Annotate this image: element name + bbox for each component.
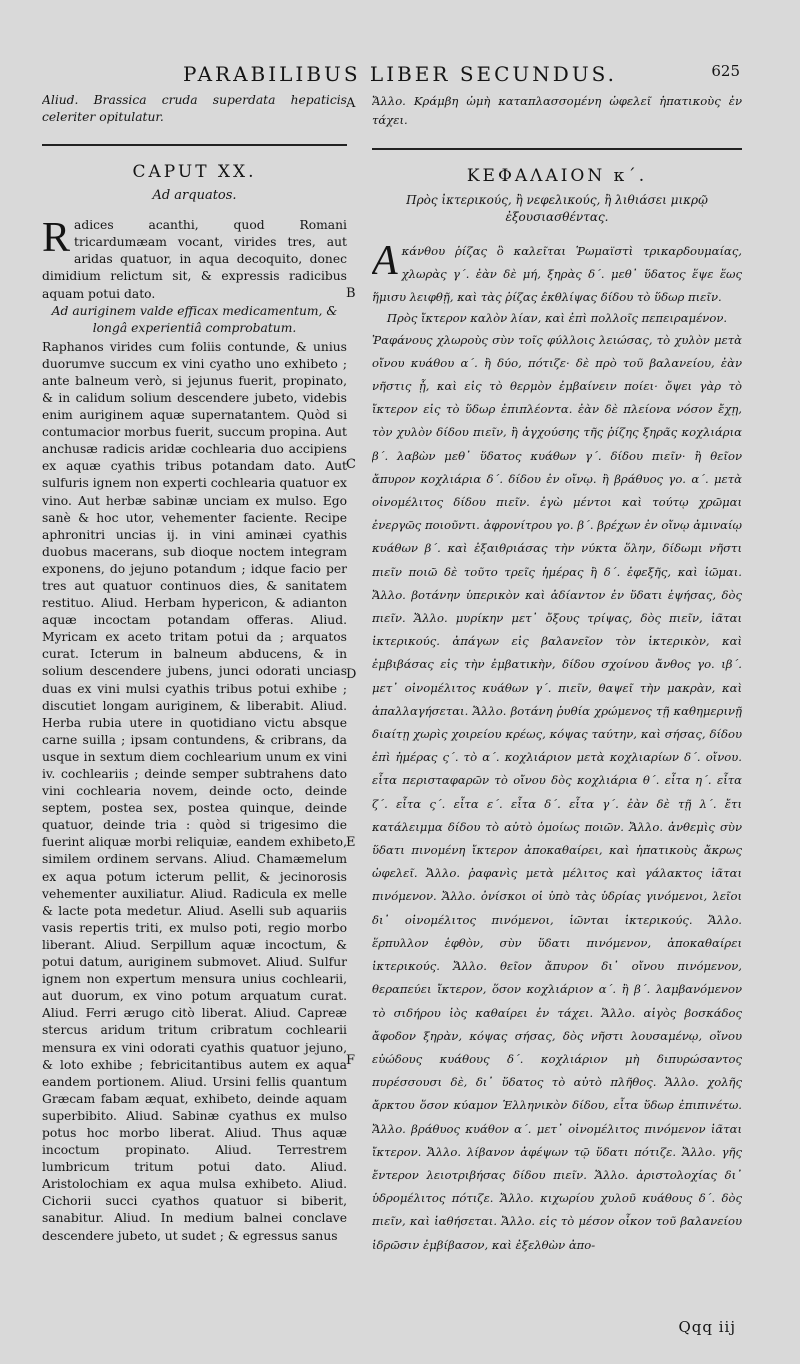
- margin-letter-a: A: [346, 96, 356, 111]
- margin-letter-d: D: [346, 667, 357, 682]
- latin-drop-cap: R: [42, 215, 71, 262]
- greek-chapter-subtitle: Πρὸς ἰκτερικούς, ἢ νεφελικούς, ἢ λιθιάσει μικρῷ ἐξουσιασθέντας.: [406, 193, 708, 224]
- greek-divider: [372, 148, 742, 150]
- latin-section-heading: Ad auriginem valde efficax medicamentum, & longâ experientiâ comprobatum.: [51, 303, 338, 335]
- latin-chapter-subtitle: Ad arquatos.: [152, 188, 237, 204]
- latin-top-paragraph: Aliud. Brassica cruda superdata hepaticis celeriter opitulatur.: [42, 93, 347, 125]
- latin-chapter-heading: CAPUT XX.: [132, 162, 257, 183]
- latin-column: [42, 92, 347, 1245]
- margin-letter-c: C: [346, 457, 356, 472]
- greek-drop-cap: Α: [372, 238, 398, 284]
- greek-paragraph-2: Ῥαφάνους χλωροὺς σὺν τοῖς φύλλοις λειώσας, τὸ χυλὸν μετὰ οἴνου κυάθου α΄. ἢ δύο, πότιζε· δὲ πρὸ τοῦ βαλανείου, ἐὰν νῆστις ᾖ, καὶ εἰς τὸ θερμὸν ἐμβαίνειν ποίει· ὄψει γὰρ τὸ ἴκτερον εἰς τὸ ὕδωρ ἐπιπλέοντα. ἐὰν δὲ πλείονα νόσον ἔχῃ, τὸν χυλὸν δίδου πιεῖν, ἢ ἀγχούσης τῆς ῥίζης ξηρᾶς κοχλιάρια β΄. λαβὼν μεθ᾽ ὕδατος κυάθων γ΄. δίδου πιεῖν· ἢ θεῖον ἄπυρον κοχλιάρια δ΄. δίδου ἐν οἴνῳ. ἢ βράθυος γο. α΄. μετὰ οἰνομέλιτος δίδου πιεῖν. ἐγὼ μέντοι καὶ τούτῳ χρῶμαι ἐνεργῶς ποιοῦντι. ἀφρονίτρου γο. β΄. βρέχων ἐν οἴνῳ ἀμιναίῳ κυάθων β΄. καὶ ἐξαιθριάσας τὴν νύκτα ὅλην, δίδωμι νῆστι πιεῖν ποιῶ δὲ τοῦτο τρεῖς ἡμέρας ἢ δ΄. ἐφεξῆς, καὶ ἰῶμαι. Ἄλλο. βοτάνην ὑπερικὸν καὶ ἀδίαντον ἐν ὕδατι ἑψήσας, δὸς πιεῖν. Ἄλλο. μυρίκην μετ᾽ ὄξους τρίψας, δὸς πιεῖν, ἰᾶται ἰκτερικούς. ἀπάγων εἰς βαλανεῖον τὸν ἰκτερικὸν, καὶ ἐμβιβάσας εἰς τὴν ἐμβατικὴν, δίδου σχοίνου ἄνθος γο. ιβ΄. μετ᾽ οἰνομέλιτος κυάθων γ΄. πιεῖν, θαψεῖ τὴν μακρὰν, καὶ ἀπαλλαγήσεται. Ἄλλο. βοτάνη ῥυθία χρώμενος τῇ καθημερινῇ διαίτῃ χωρὶς χοιρείου κρέως, κόψας ταύτην, καὶ σήσας, δίδου ἐπὶ ἡμέρας ς΄. τὸ α΄. κοχλιάριον μετὰ κοχλιαρίων δ΄. οἴνου. εἶτα περισταφαρῶν τὸ οἴνου δὸς κοχλιάρια θ΄. εἶτα η΄. εἶτα ζ΄. εἶτα ς΄. εἶτα ε΄. εἶτα δ΄. εἶτα γ΄. ἐὰν δὲ τῇ λ΄. ἔτι κατάλειμμα δίδου τὸ αὐτὸ ὁμοίως ποιῶν. Ἄλλο. ἀνθεμὶς σὺν ὕδατι πινομένη ἴκτερον ἀποκαθαίρει, καὶ ἡπατικοὺς ἄκρως ὠφελεῖ. Ἄλλο. ῥαφανὶς μετὰ μέλιτος καὶ γάλακτος ἰᾶται πινόμενον. Ἄλλο. ὀνίσκοι οἱ ὑπὸ τὰς ὑδρίας γινόμενοι, λεῖοι δι᾽ οἰνομέλιτος πινόμενοι, ἰῶνται ἰκτερικούς. Ἄλλο. ἕρπυλλον ἑφθὸν, σὺν ὕδατι πινόμενον, ἀποκαθαίρει ἰκτερικούς. Ἄλλο. θεῖον ἄπυρον δι᾽ οἴνου πινόμενον, θεραπεύει ἴκτερον, ὅσον κοχλιάριον α΄. ἢ β΄. λαμβανόμενον τὸ σιδήρου ἰὸς καθαίρει ἐν τάχει. Ἄλλο. αἰγὸς βοσκάδος ἄφοδον ξηρὰν, κόψας σήσας, δὸς νῆστι λουσαμένῳ, οἴνου εὐώδους κυάθους δ΄. κοχλιάριον μὴ διπυρώσαντος πυρέσσουσι δὲ, δι᾽ ὕδατος τὸ αὐτὸ πλῆθος. Ἄλλο. χολῆς ἄρκτου ὅσον κύαμον Ἑλληνικὸν δίδου, εἶτα ὕδωρ ἐπιπινέτω. Ἄλλο. βράθυος κυάθον α΄. μετ᾽ οἰνομέλιτος πινόμενον ἰᾶται ἴκτερον. Ἄλλο. λίβανον ἀφέψων τῷ ὕδατι πότιζε. Ἄλλο. γῆς ἔντερον λειοτριβήσας δίδου πιεῖν. Ἄλλο. ἀριστολοχίας δι᾽ ὑδρομέλιτος πότιζε. Ἄλλο. κιχωρίου χυλοῦ κυάθους δ΄. δὸς πιεῖν, καὶ ἰαθήσεται. Ἄλλο. εἰς τὸ μέσον οἶκον τοῦ βαλανείου ἱδρῶσιν ἐμβίβασον, καὶ ἐξελθὼν ἀπο-: [372, 332, 742, 1252]
- margin-letter-f: F: [346, 1053, 356, 1068]
- greek-chapter-heading: ΚΕΦΑΛΑΙΟΝ κ΄.: [466, 166, 648, 186]
- margin-letter-b: B: [346, 286, 356, 301]
- page-number: 625: [711, 62, 740, 80]
- greek-paragraph-1-text: κάνθου ῥίζας ὃ καλεῖται Ῥωμαϊστὶ τρικαρδουμαίας, χλωρὰς γ΄. ἐὰν δὲ μή, ξηρὰς δ΄. μεθ᾽ ὕδατος ἕψε ἕως ἥμισυ λειφθῇ, καὶ τὰς ῥίζας ἐκθλίψας δίδου τὸ ὕδωρ πιεῖν.: [372, 244, 742, 305]
- greek-top-paragraph: Ἄλλο. Κράμβη ὠμὴ καταπλασσομένη ὠφελεῖ ἡπατικοὺς ἐν τάχει.: [372, 94, 742, 127]
- signature-mark: Qqq iij: [678, 1318, 736, 1336]
- greek-paragraph-1: [372, 240, 742, 310]
- greek-column: [372, 92, 742, 1312]
- latin-paragraph-1: [42, 217, 347, 302]
- margin-letter-e: E: [346, 835, 356, 850]
- latin-paragraph-1-text: adices acanthi, quod Romani tricardumæam vocant, virides tres, aut aridas quatuor, in aqua decoquito, donec dimidium relictum sit, & expressis radicibus aquam potui dato.: [42, 218, 347, 301]
- greek-section-heading: Πρὸς ἴκτερον καλὸν λίαν, καὶ ἐπὶ πολλοῖς πεπειραμένον.: [386, 310, 728, 325]
- latin-paragraph-2: Raphanos virides cum foliis contunde, & unius duorumve succum ex vini cyatho uno exhibeto ; ante balneum verò, si jejunus fuerit, propinato, & in calidum solium descendere jubeto, videbis enim auriginem aquæ supernatantem. Quòd si contumacior morbus fuerit, succum propina. Aut anchusæ radicis aridæ cochlearia duo accipiens ex aquæ cyathis tribus potandam dato. Aut sulfuris ignem non experti cochlearia quatuor ex vino. Aut herbæ sabinæ unciam ex mulso. Ego sanè & hoc utor, vehementer faciente. Recipe aphronitri uncias ij. in vini aminæi cyathis duobus macerans, sub dioque noctem integram exponens, do jejuno potandum ; idque facio per tres aut quatuor continuos dies, & sanitatem restituo. Aliud. Herbam hypericon, & adianton aquæ incoctam potandam offeras. Aliud. Myricam ex aceto tritam potui da ; arquatos curat. Icterum in balneum abducens, & in solium descendere jubens, junci odorati uncias duas ex vini mulsi cyathis tribus potui exhibe ; discutiet longam auriginem, & liberabit. Aliud. Herba rubia utere in quotidiano victu absque carne suilla ; ipsam contundens, & cribrans, da usque in sextum diem cochlearium unum ex vini iv. cochleariis ; deinde semper subtrahens dato vini cochlearia novem, deinde octo, deinde septem, postea sex, postea quinque, deinde quatuor, deinde tria : quòd si trigesimo die fuerint aliquæ morbi reliquiæ, eandem exhibeto, similem ordinem servans. Aliud. Chamæmelum ex aqua potum icterum pellit, & jecinorosis vehementer auxiliatur. Aliud. Radicula ex melle & lacte pota medetur. Aliud. Aselli sub aquariis vasis repertis triti, ex mulso poti, regio morbo liberant. Aliud. Serpillum aquæ incoctum, & potui datum, auriginem submovet. Aliud. Sulfur ignem non expertum mensura unius cochlearii, aut duorum, ex vino potum arquatum curat. Aliud. Ferri ærugo citò liberat. Aliud. Capreæ stercus aridum tritum cribratum cochlearii mensura ex vini odorati cyathis quatuor jejuno, & loto exhibe ; febricitantibus autem ex aqua eandem portionem. Aliud. Ursini fellis quantum Græcam fabam æquat, exhibeto, deinde aquam superbibito. Aliud. Sabinæ cyathus ex mulso potus hoc morbo liberat. Aliud. Thus aquæ incoctum propinato. Aliud. Terrestrem lumbricum tritum potui dato. Aliud. Aristolochiam ex aqua mulsa exhibeto. Aliud. Cichorii succi cyathos quatuor si biberit, sanabitur. Aliud. In medium balnei conclave descendere jubeto, ut sudet ; & egressus sanus: [42, 339, 347, 1243]
- latin-divider: [42, 144, 347, 146]
- running-title: PARABILIBUS LIBER SECUNDUS.: [182, 62, 618, 86]
